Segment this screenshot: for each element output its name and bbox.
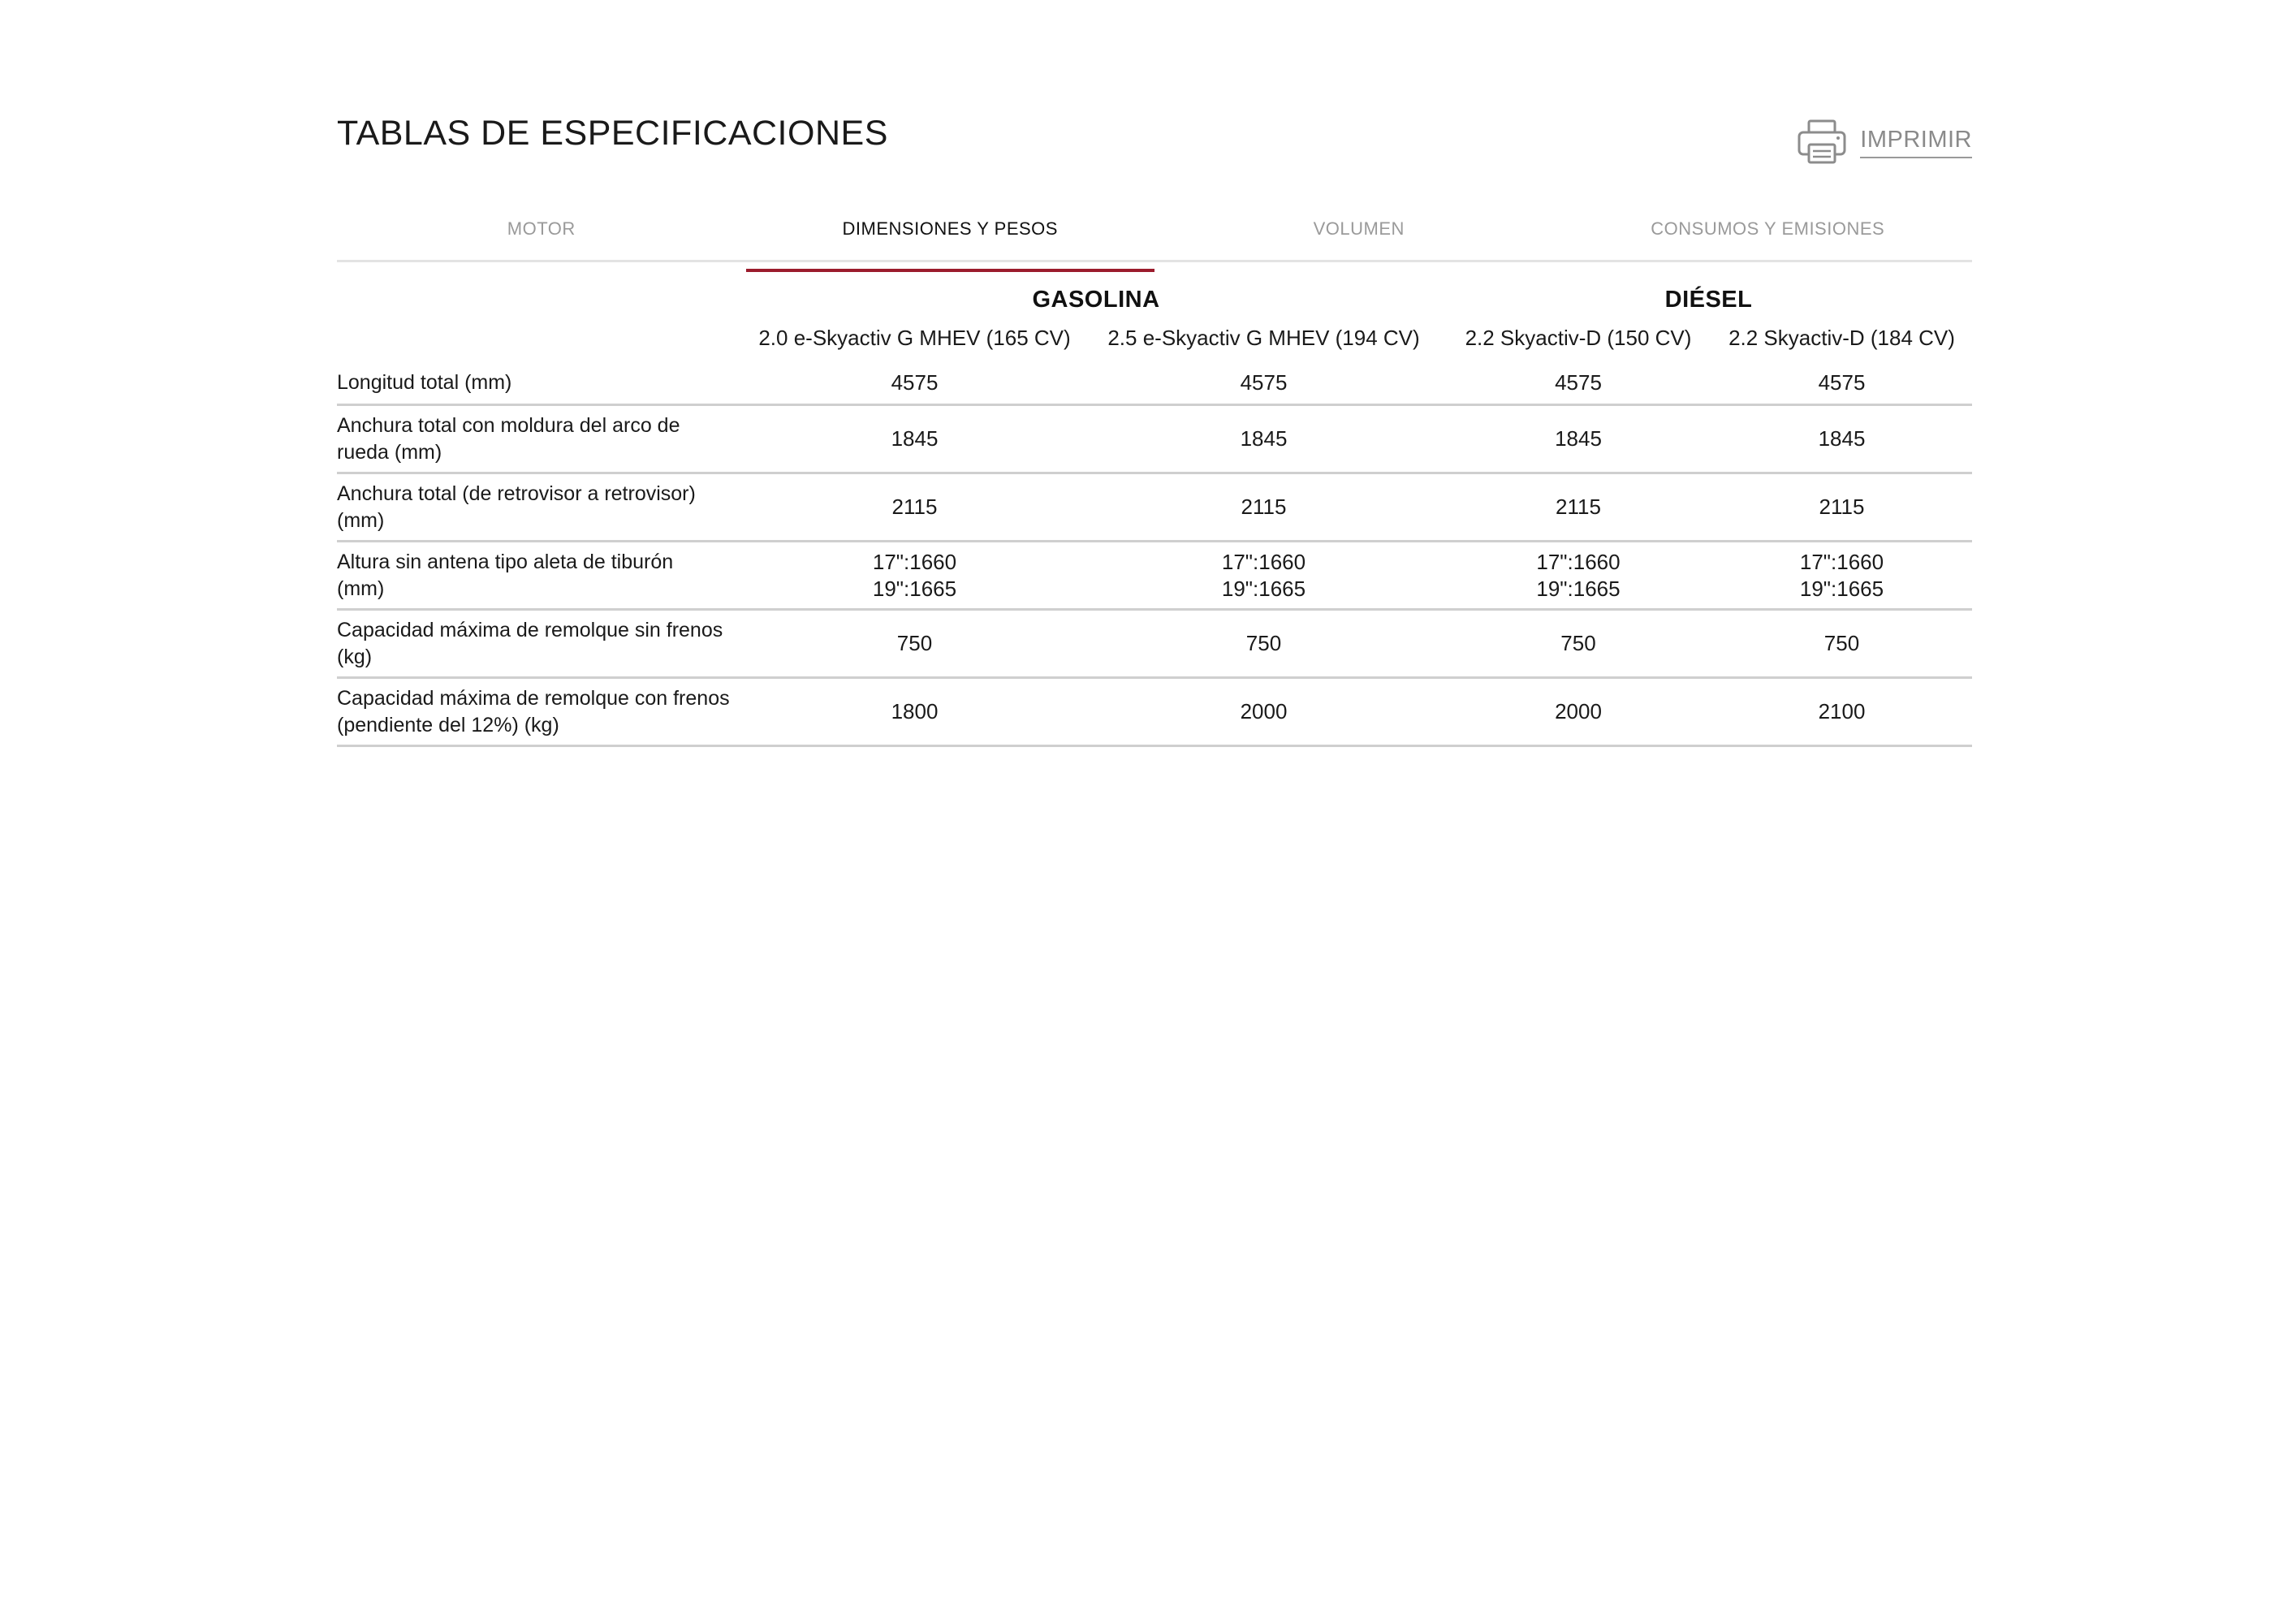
column-header: 2.5 e-Skyactiv G MHEV (194 CV) (1107, 326, 1420, 350)
tab-volumen[interactable]: VOLUMEN (1313, 218, 1405, 239)
table-row (337, 406, 1972, 474)
column-header-row (337, 321, 1972, 363)
cell-value: 2000 (1240, 699, 1288, 723)
tab-consumos-y-emisiones[interactable]: CONSUMOS Y EMISIONES (1651, 218, 1885, 239)
group-diesel: DIÉSEL (1664, 287, 1753, 313)
row-label (337, 481, 735, 534)
cell-value: 1845 (1555, 426, 1602, 451)
row-label-line: Altura sin antena tipo aleta de tiburón (337, 551, 674, 573)
row-label-line: (pendiente del 12%) (kg) (337, 714, 559, 736)
cell-value (1445, 549, 1711, 603)
cell-value: 4575 (1818, 370, 1866, 395)
page-title: TABLAS DE ESPECIFICACIONES (337, 114, 888, 153)
cell-value-line: 19":1665 (1799, 577, 1884, 601)
cell-value-line: 17":1660 (1221, 550, 1306, 574)
row-label-line: Capacidad máxima de remolque con frenos (337, 687, 730, 710)
row-label-line: rueda (mm) (337, 441, 442, 464)
column-header: 2.2 Skyactiv-D (184 CV) (1728, 326, 1955, 350)
header (337, 114, 1972, 171)
cell-value-line: 19":1665 (872, 577, 957, 601)
row-label: Longitud total (mm) (337, 371, 512, 394)
printer-icon (1797, 119, 1847, 166)
cell-value: 2115 (1241, 495, 1287, 519)
tab-dimensiones-y-pesos[interactable]: DIMENSIONES Y PESOS (746, 213, 1155, 260)
cell-value: 2100 (1818, 699, 1866, 723)
cell-value: 750 (1560, 631, 1596, 655)
cell-value: 4575 (891, 370, 939, 395)
group-gasolina: GASOLINA (1032, 287, 1160, 313)
cell-value-line: 19":1665 (1221, 577, 1306, 601)
row-label (337, 685, 735, 739)
cell-value: 1845 (891, 426, 939, 451)
row-label-line: Capacidad máxima de remolque sin frenos (337, 619, 723, 641)
print-button[interactable] (1797, 119, 1972, 166)
cell-value-line: 17":1660 (872, 550, 957, 574)
spec-table (337, 280, 1972, 747)
cell-value-line: 19":1665 (1536, 577, 1621, 601)
cell-value: 1800 (891, 699, 939, 723)
print-label: IMPRIMIR (1860, 127, 1972, 158)
cell-value-line: 17":1660 (1536, 550, 1621, 574)
row-label (337, 412, 735, 466)
table-row (337, 474, 1972, 542)
cell-value (1711, 549, 1972, 603)
cell-value: 750 (896, 631, 933, 655)
row-label-line: Anchura total con moldura del arco de (337, 414, 680, 437)
table-row (337, 542, 1972, 611)
table-row (337, 363, 1972, 406)
cell-value: 1845 (1818, 426, 1866, 451)
tab-motor[interactable]: MOTOR (507, 218, 576, 239)
row-label (337, 549, 735, 603)
column-header: 2.2 Skyactiv-D (150 CV) (1465, 326, 1692, 350)
table-row (337, 679, 1972, 747)
cell-value: 2115 (891, 495, 938, 519)
table-row (337, 611, 1972, 679)
cell-value: 2115 (1819, 495, 1865, 519)
column-header: 2.0 e-Skyactiv G MHEV (165 CV) (758, 326, 1071, 350)
cell-value: 4575 (1555, 370, 1602, 395)
row-label-line: (kg) (337, 646, 373, 668)
cell-value (1082, 549, 1445, 603)
row-label-line: Anchura total (de retrovisor a retrovisor) (337, 482, 696, 505)
row-label-line: (mm) (337, 509, 385, 532)
row-label-line: (mm) (337, 577, 385, 600)
row-label (337, 617, 735, 671)
cell-value-line: 17":1660 (1799, 550, 1884, 574)
cell-value: 1845 (1240, 426, 1288, 451)
cell-value (747, 549, 1082, 603)
fuel-group-header (337, 280, 1972, 321)
cell-value: 750 (1823, 631, 1860, 655)
cell-value: 2000 (1555, 699, 1602, 723)
cell-value: 750 (1245, 631, 1282, 655)
cell-value: 2115 (1556, 495, 1601, 519)
cell-value: 4575 (1240, 370, 1288, 395)
tab-bar (337, 213, 1972, 262)
